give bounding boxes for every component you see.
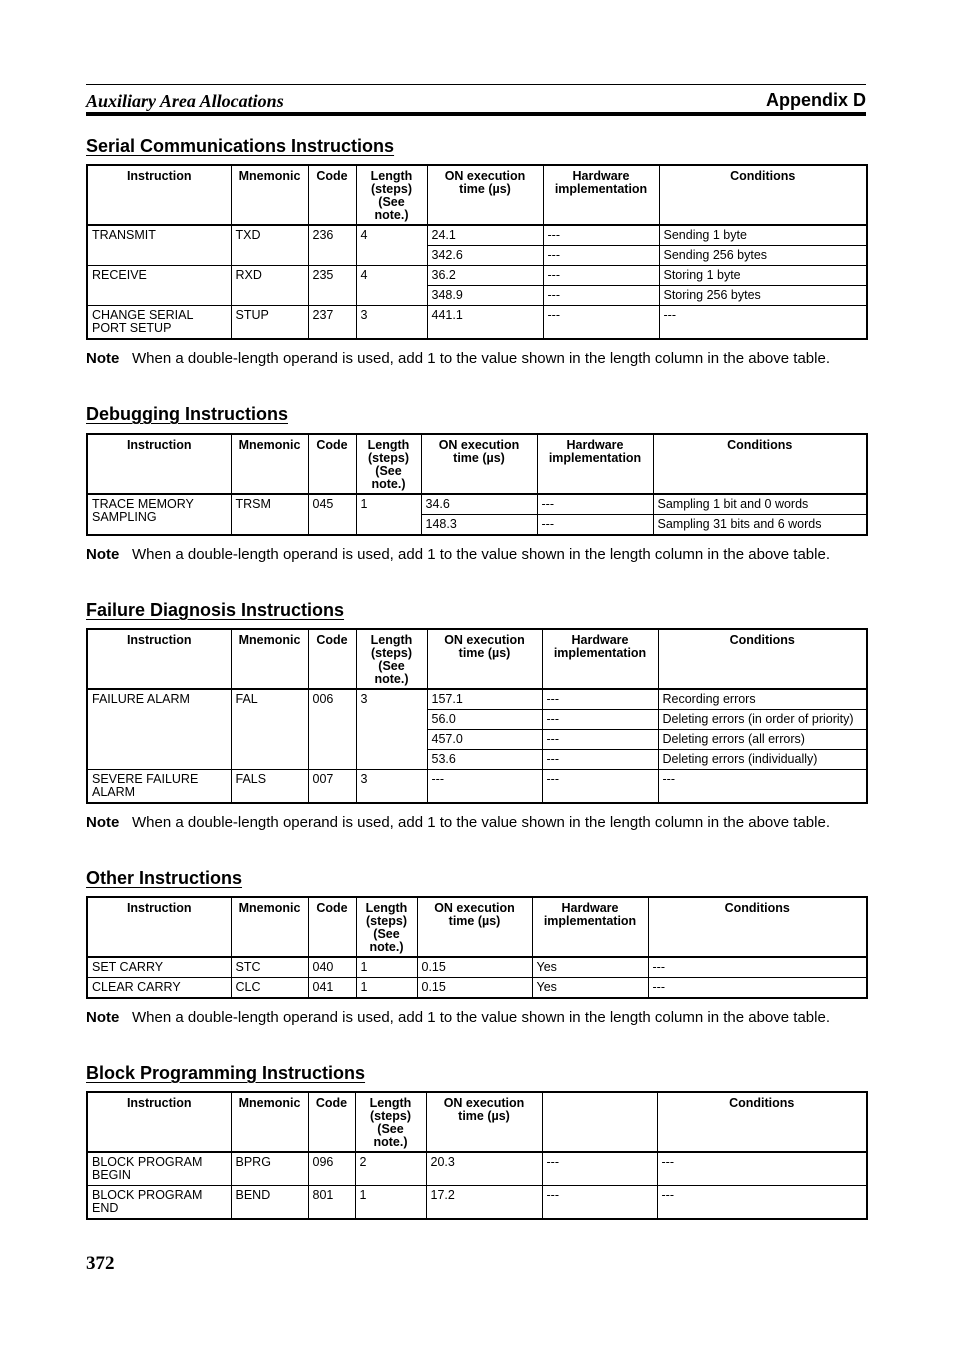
cell-code: 041 xyxy=(308,978,356,999)
table-note xyxy=(86,1008,866,1027)
cell-on-execution-time: 53.6 xyxy=(427,750,542,770)
cell-conditions: --- xyxy=(658,770,867,804)
col-header-length-text: Length xyxy=(365,901,408,915)
col-header-length-text: (See xyxy=(377,1122,404,1136)
note-text: When a double-length operand is used, add 1 to the value shown in the length column in the above table. xyxy=(132,814,830,831)
col-header-length-text: Length xyxy=(367,438,410,452)
col-header-on-execution-time-text: ON execution xyxy=(434,901,515,915)
cell-on-execution-time: 24.1 xyxy=(427,225,543,246)
col-header-mnemonic-text: Mnemonic xyxy=(238,633,301,647)
col-header-instruction-text: Instruction xyxy=(126,169,192,183)
note-label: Note xyxy=(86,1009,120,1026)
cell-instruction: FAILURE ALARM xyxy=(87,689,231,770)
cell-on-execution-time: 157.1 xyxy=(427,689,542,710)
col-header-hardware-implementation-text: implementation xyxy=(548,451,642,465)
cell-hardware-implementation: --- xyxy=(542,750,658,770)
cell-conditions: Deleting errors (all errors) xyxy=(658,730,867,750)
cell-conditions: Recording errors xyxy=(658,689,867,710)
cell-length: 3 xyxy=(356,306,427,340)
col-header-on-execution-time-text: ON execution xyxy=(444,169,526,183)
cell-length: 4 xyxy=(356,225,427,266)
col-header-mnemonic-text: Mnemonic xyxy=(238,1096,301,1110)
cell-on-execution-time: 17.2 xyxy=(426,1186,542,1220)
col-header-length-text: (steps) xyxy=(370,1109,411,1123)
note-text: When a double-length operand is used, add 1 to the value shown in the length column in the above table. xyxy=(132,546,830,563)
col-header-length-text: Length xyxy=(369,1096,412,1110)
col-header-mnemonic xyxy=(231,897,308,957)
cell-conditions: Storing 256 bytes xyxy=(659,286,867,306)
cell-hardware-implementation: --- xyxy=(542,1152,657,1186)
failure-diagnosis-instructions-table xyxy=(86,628,868,804)
col-header-code-text: Code xyxy=(315,1096,348,1110)
cell-mnemonic: FALS xyxy=(231,770,308,804)
cell-hardware-implementation: --- xyxy=(542,710,658,730)
col-header-length-text: (See xyxy=(378,659,405,673)
cell-instruction: CLEAR CARRY xyxy=(87,978,231,999)
table-row xyxy=(87,957,867,978)
col-header-hardware-implementation-text: Hardware xyxy=(561,901,619,915)
cell-length: 1 xyxy=(356,494,421,535)
col-header-length xyxy=(356,629,427,689)
cell-length: 1 xyxy=(356,978,417,999)
cell-mnemonic: CLC xyxy=(231,978,308,999)
debugging-instructions-table xyxy=(86,433,868,536)
cell-hardware-implementation: --- xyxy=(543,266,659,286)
col-header-length-text: (See xyxy=(373,927,400,941)
page-number: 372 xyxy=(86,1253,115,1274)
col-header-length-text: (steps) xyxy=(371,646,412,660)
cell-mnemonic: TRSM xyxy=(231,494,308,535)
cell-hardware-implementation: --- xyxy=(542,730,658,750)
table-row xyxy=(87,978,867,999)
cell-on-execution-time: --- xyxy=(427,770,542,804)
col-header-instruction-text: Instruction xyxy=(126,901,192,915)
col-header-instruction-text: Instruction xyxy=(126,438,192,452)
cell-instruction: RECEIVE xyxy=(87,266,231,306)
col-header-instruction xyxy=(87,165,231,225)
col-header-on-execution-time xyxy=(426,1092,542,1152)
table-note xyxy=(86,349,866,368)
col-header-length-text: (steps) xyxy=(366,914,407,928)
table-header-row xyxy=(87,629,867,689)
col-header-instruction xyxy=(87,629,231,689)
cell-conditions: --- xyxy=(648,978,867,999)
col-header-conditions-text: Conditions xyxy=(724,901,790,915)
table-row xyxy=(87,689,867,710)
col-header-conditions xyxy=(657,1092,867,1152)
col-header-instruction-text: Instruction xyxy=(126,1096,192,1110)
cell-conditions: --- xyxy=(657,1152,867,1186)
cell-code: 801 xyxy=(308,1186,355,1220)
table-note xyxy=(86,545,866,564)
col-header-mnemonic xyxy=(231,629,308,689)
cell-on-execution-time: 457.0 xyxy=(427,730,542,750)
col-header-length-text: Length xyxy=(370,169,413,183)
cell-code: 235 xyxy=(308,266,356,306)
cell-hardware-implementation: --- xyxy=(537,515,653,536)
cell-mnemonic: BPRG xyxy=(231,1152,308,1186)
cell-code: 236 xyxy=(308,225,356,266)
cell-on-execution-time: 20.3 xyxy=(426,1152,542,1186)
note-text: When a double-length operand is used, add 1 to the value shown in the length column in the above table. xyxy=(132,1009,830,1026)
table-row xyxy=(87,1186,867,1220)
debugging-instructions-title: Debugging Instructions xyxy=(86,404,288,424)
cell-conditions: Sending 256 bytes xyxy=(659,246,867,266)
col-header-length xyxy=(356,165,427,225)
cell-code: 237 xyxy=(308,306,356,340)
col-header-length-text: Length xyxy=(370,633,413,647)
cell-hardware-implementation: --- xyxy=(543,286,659,306)
col-header-on-execution-time-text: ON execution xyxy=(443,1096,525,1110)
col-header-length-text: (See xyxy=(378,195,405,209)
col-header-mnemonic xyxy=(231,1092,308,1152)
cell-code: 007 xyxy=(308,770,356,804)
block-programming-instructions-table xyxy=(86,1091,868,1220)
col-header-length xyxy=(356,434,421,494)
cell-length: 3 xyxy=(356,770,427,804)
col-header-hardware-implementation xyxy=(537,434,653,494)
col-header-length-text: note.) xyxy=(374,672,409,686)
failure-diagnosis-instructions-title: Failure Diagnosis Instructions xyxy=(86,600,345,620)
cell-conditions: Sampling 31 bits and 6 words xyxy=(653,515,867,536)
col-header-instruction-text: Instruction xyxy=(126,633,192,647)
note-text: When a double-length operand is used, add 1 to the value shown in the length column in the above table. xyxy=(132,350,830,367)
cell-hardware-implementation: --- xyxy=(543,246,659,266)
other-instructions-table xyxy=(86,896,868,999)
col-header-hardware-implementation-text: implementation xyxy=(543,914,637,928)
cell-on-execution-time: 36.2 xyxy=(427,266,543,286)
block-programming-instructions-title: Block Programming Instructions xyxy=(86,1063,366,1083)
col-header-code xyxy=(308,165,356,225)
cell-conditions: Deleting errors (individually) xyxy=(658,750,867,770)
cell-code: 040 xyxy=(308,957,356,978)
cell-instruction: TRACE MEMORY SAMPLING xyxy=(87,494,231,535)
col-header-on-execution-time-text: time (µs) xyxy=(459,182,511,196)
col-header-on-execution-time-text: time (µs) xyxy=(458,1109,510,1123)
col-header-code-text: Code xyxy=(316,901,348,915)
col-header-instruction xyxy=(87,1092,231,1152)
col-header-code-text: Code xyxy=(316,438,348,452)
col-header-conditions-text: Conditions xyxy=(729,633,795,647)
cell-conditions: --- xyxy=(648,957,867,978)
cell-conditions: Deleting errors (in order of priority) xyxy=(658,710,867,730)
other-instructions-title: Other Instructions xyxy=(86,868,243,888)
table-row xyxy=(87,1152,867,1186)
col-header-conditions xyxy=(658,629,867,689)
page-header xyxy=(86,84,866,116)
cell-on-execution-time: 0.15 xyxy=(417,978,532,999)
col-header-on-execution-time-text: time (µs) xyxy=(458,646,511,660)
cell-on-execution-time: 342.6 xyxy=(427,246,543,266)
header-section-title: Auxiliary Area Allocations xyxy=(86,91,284,111)
cell-hardware-implementation: --- xyxy=(542,1186,657,1220)
col-header-on-execution-time xyxy=(421,434,537,494)
cell-instruction: TRANSMIT xyxy=(87,225,231,266)
cell-length: 4 xyxy=(356,266,427,306)
cell-instruction: SET CARRY xyxy=(87,957,231,978)
cell-length: 1 xyxy=(355,1186,426,1220)
col-header-hardware-implementation-text: Hardware xyxy=(566,438,624,452)
table-row xyxy=(87,306,867,340)
col-header-on-execution-time xyxy=(427,629,542,689)
cell-conditions: Sampling 1 bit and 0 words xyxy=(653,494,867,515)
cell-hardware-implementation: --- xyxy=(542,770,658,804)
col-header-code xyxy=(308,1092,355,1152)
cell-mnemonic: TXD xyxy=(231,225,308,266)
col-header-conditions xyxy=(648,897,867,957)
table-row xyxy=(87,225,867,246)
cell-mnemonic: RXD xyxy=(231,266,308,306)
col-header-mnemonic-text: Mnemonic xyxy=(238,169,301,183)
cell-conditions: Sending 1 byte xyxy=(659,225,867,246)
col-header-mnemonic xyxy=(231,434,308,494)
table-header-row xyxy=(87,1092,867,1152)
col-header-length-text: note.) xyxy=(373,1135,408,1149)
cell-on-execution-time: 56.0 xyxy=(427,710,542,730)
cell-conditions: --- xyxy=(657,1186,867,1220)
cell-on-execution-time: 0.15 xyxy=(417,957,532,978)
cell-length: 1 xyxy=(356,957,417,978)
table-row xyxy=(87,266,867,286)
cell-mnemonic: STUP xyxy=(231,306,308,340)
cell-code: 006 xyxy=(308,689,356,770)
col-header-mnemonic-text: Mnemonic xyxy=(238,901,301,915)
col-header-on-execution-time xyxy=(427,165,543,225)
cell-instruction: CHANGE SERIAL PORT SETUP xyxy=(87,306,231,340)
col-header-length-text: (See xyxy=(375,464,402,478)
cell-on-execution-time: 348.9 xyxy=(427,286,543,306)
col-header-length xyxy=(356,897,417,957)
col-header-conditions xyxy=(659,165,867,225)
cell-hardware-implementation: --- xyxy=(537,494,653,515)
col-header-code xyxy=(308,897,356,957)
cell-hardware-implementation: Yes xyxy=(532,957,648,978)
col-header-length-text: note.) xyxy=(371,477,406,491)
cell-length: 3 xyxy=(356,689,427,770)
cell-hardware-implementation: --- xyxy=(543,225,659,246)
cell-conditions: Storing 1 byte xyxy=(659,266,867,286)
table-row xyxy=(87,770,867,804)
cell-code: 096 xyxy=(308,1152,355,1186)
col-header-empty xyxy=(542,1092,657,1152)
cell-mnemonic: FAL xyxy=(231,689,308,770)
col-header-code xyxy=(308,434,356,494)
col-header-conditions xyxy=(653,434,867,494)
col-header-mnemonic xyxy=(231,165,308,225)
col-header-on-execution-time xyxy=(417,897,532,957)
cell-hardware-implementation: --- xyxy=(543,306,659,340)
col-header-on-execution-time-text: time (µs) xyxy=(448,914,501,928)
cell-conditions: --- xyxy=(659,306,867,340)
col-header-code xyxy=(308,629,356,689)
col-header-length-text: (steps) xyxy=(371,182,412,196)
col-header-on-execution-time-text: ON execution xyxy=(438,438,520,452)
col-header-conditions-text: Conditions xyxy=(727,438,793,452)
cell-hardware-implementation: --- xyxy=(542,689,658,710)
note-label: Note xyxy=(86,350,120,367)
cell-length: 2 xyxy=(355,1152,426,1186)
cell-instruction: BLOCK PROGRAM BEGIN xyxy=(87,1152,231,1186)
cell-hardware-implementation: Yes xyxy=(532,978,648,999)
col-header-hardware-implementation-text: implementation xyxy=(554,182,648,196)
col-header-hardware-implementation-text: Hardware xyxy=(571,633,629,647)
col-header-mnemonic-text: Mnemonic xyxy=(238,438,301,452)
col-header-hardware-implementation xyxy=(543,165,659,225)
serial-communications-instructions-title: Serial Communications Instructions xyxy=(86,136,395,156)
col-header-instruction xyxy=(87,897,231,957)
note-label: Note xyxy=(86,814,120,831)
table-header-row xyxy=(87,897,867,957)
col-header-code-text: Code xyxy=(316,633,348,647)
col-header-hardware-implementation-text: implementation xyxy=(553,646,647,660)
table-note xyxy=(86,813,866,832)
table-header-row xyxy=(87,165,867,225)
cell-mnemonic: STC xyxy=(231,957,308,978)
col-header-on-execution-time-text: ON execution xyxy=(444,633,525,647)
table-row xyxy=(87,494,867,515)
cell-code: 045 xyxy=(308,494,356,535)
header-appendix-label: Appendix D xyxy=(765,90,866,110)
col-header-instruction xyxy=(87,434,231,494)
cell-on-execution-time: 148.3 xyxy=(421,515,537,536)
cell-instruction: BLOCK PROGRAM END xyxy=(87,1186,231,1220)
col-header-code-text: Code xyxy=(316,169,348,183)
col-header-on-execution-time-text: time (µs) xyxy=(453,451,505,465)
cell-mnemonic: BEND xyxy=(231,1186,308,1220)
table-header-row xyxy=(87,434,867,494)
col-header-hardware-implementation-text: Hardware xyxy=(572,169,630,183)
col-header-length-text: note.) xyxy=(374,208,409,222)
cell-on-execution-time: 441.1 xyxy=(427,306,543,340)
col-header-conditions-text: Conditions xyxy=(730,169,796,183)
note-label: Note xyxy=(86,546,120,563)
col-header-hardware-implementation xyxy=(532,897,648,957)
col-header-hardware-implementation xyxy=(542,629,658,689)
serial-communications-instructions-table xyxy=(86,164,868,340)
col-header-conditions-text: Conditions xyxy=(729,1096,795,1110)
col-header-length xyxy=(355,1092,426,1152)
cell-on-execution-time: 34.6 xyxy=(421,494,537,515)
cell-instruction: SEVERE FAILURE ALARM xyxy=(87,770,231,804)
col-header-length-text: note.) xyxy=(369,940,404,954)
col-header-length-text: (steps) xyxy=(368,451,409,465)
